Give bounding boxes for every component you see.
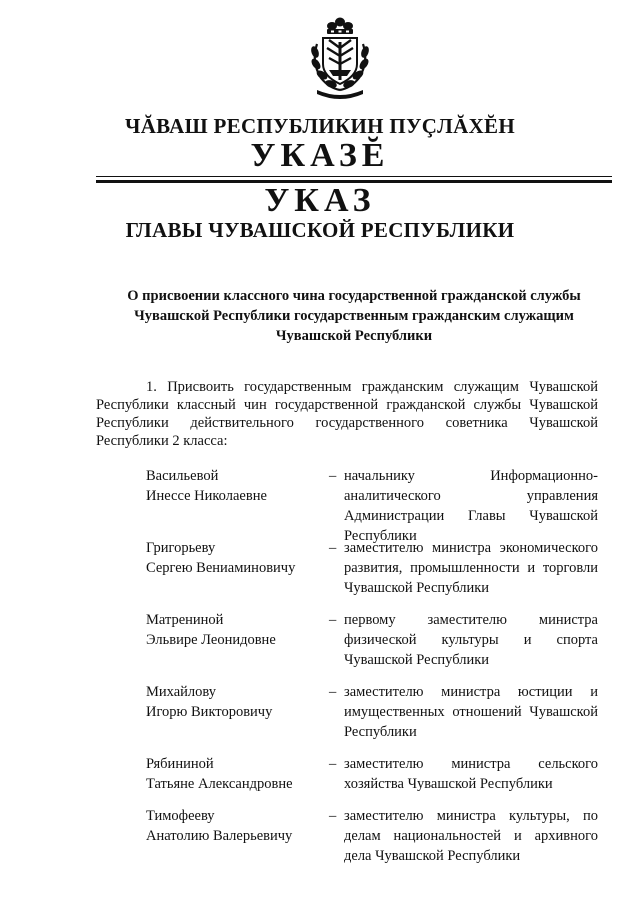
appointee-position: заместителю министра сельского хозяйства Чувашской Республики xyxy=(344,756,598,792)
appointee-given-name: Игорю Викторовичу xyxy=(146,704,273,720)
paragraph-1: 1. Присвоить государственным гражданским служащим Чувашской Республики классный чин государственной гражданской службы Чувашской Республики действительного государственного советника Чувашской Республики 2 класса: xyxy=(96,379,598,449)
appointee-entry xyxy=(146,610,598,682)
appointee-surname: Матрениной xyxy=(146,612,224,628)
appointee-entry xyxy=(146,466,598,544)
appointee-given-name: Анатолию Валерьевичу xyxy=(146,828,293,844)
appointee-given-name: Инессе Николаевне xyxy=(146,488,267,504)
appointee-entry xyxy=(146,682,598,754)
entry-dash: – xyxy=(329,684,337,700)
entry-dash: – xyxy=(329,468,337,484)
appointee-entry xyxy=(146,538,598,610)
title-chuvash-line2: УКАЗĔ xyxy=(250,137,390,174)
appointee-position: первому заместителю министра физической культуры и спорта Чувашской Республики xyxy=(344,612,598,668)
appointee-entry xyxy=(146,754,598,806)
appointee-position: начальнику Информационно-аналитического управления Администрации Главы Чувашской Республики xyxy=(344,468,598,544)
appointee-surname: Тимофееву xyxy=(146,808,215,824)
entry-dash: – xyxy=(329,808,337,824)
title-chuvash-line1: ЧĂВАШ РЕСПУБЛИКИН ПУÇЛĂХĔН xyxy=(124,114,515,138)
appointee-name xyxy=(146,682,316,722)
appointee-given-name: Сергею Вениаминовичу xyxy=(146,560,296,576)
appointee-surname: Васильевой xyxy=(146,468,219,484)
divider-thin xyxy=(96,176,612,177)
appointee-entry xyxy=(146,806,598,878)
appointee-given-name: Татьяне Александровне xyxy=(146,776,293,792)
entry-dash: – xyxy=(329,540,337,556)
appointee-given-name: Эльвире Леонидовне xyxy=(146,632,276,648)
appointee-position: заместителю министра культуры, по делам национальностей и архивного дела Чувашской Республики xyxy=(344,808,598,864)
appointee-name xyxy=(146,610,316,650)
title-russian-line2: ГЛАВЫ ЧУВАШСКОЙ РЕСПУБЛИКИ xyxy=(125,218,515,242)
appointee-surname: Григорьеву xyxy=(146,540,216,556)
appointee-name xyxy=(146,754,316,794)
document-subject: О присвоении классного чина государственной гражданской службы Чувашской Республики государственным гражданским служащим Чувашской Республики xyxy=(127,288,581,344)
appointee-name xyxy=(146,806,316,846)
entry-dash: – xyxy=(329,612,337,628)
appointee-name xyxy=(146,538,316,578)
appointee-surname: Рябининой xyxy=(146,756,214,772)
appointee-name xyxy=(146,466,316,506)
appointee-position: заместителю министра экономического развития, промышленности и торговли Чувашской Республики xyxy=(344,540,598,596)
appointee-position: заместителю министра юстиции и имущественных отношений Чувашской Республики xyxy=(344,684,598,740)
chuvash-emblem-icon xyxy=(305,10,375,100)
appointee-surname: Михайлову xyxy=(146,684,216,700)
title-russian-line1: УКАЗ xyxy=(264,182,376,219)
entry-dash: – xyxy=(329,756,337,772)
appointee-list xyxy=(146,466,598,878)
